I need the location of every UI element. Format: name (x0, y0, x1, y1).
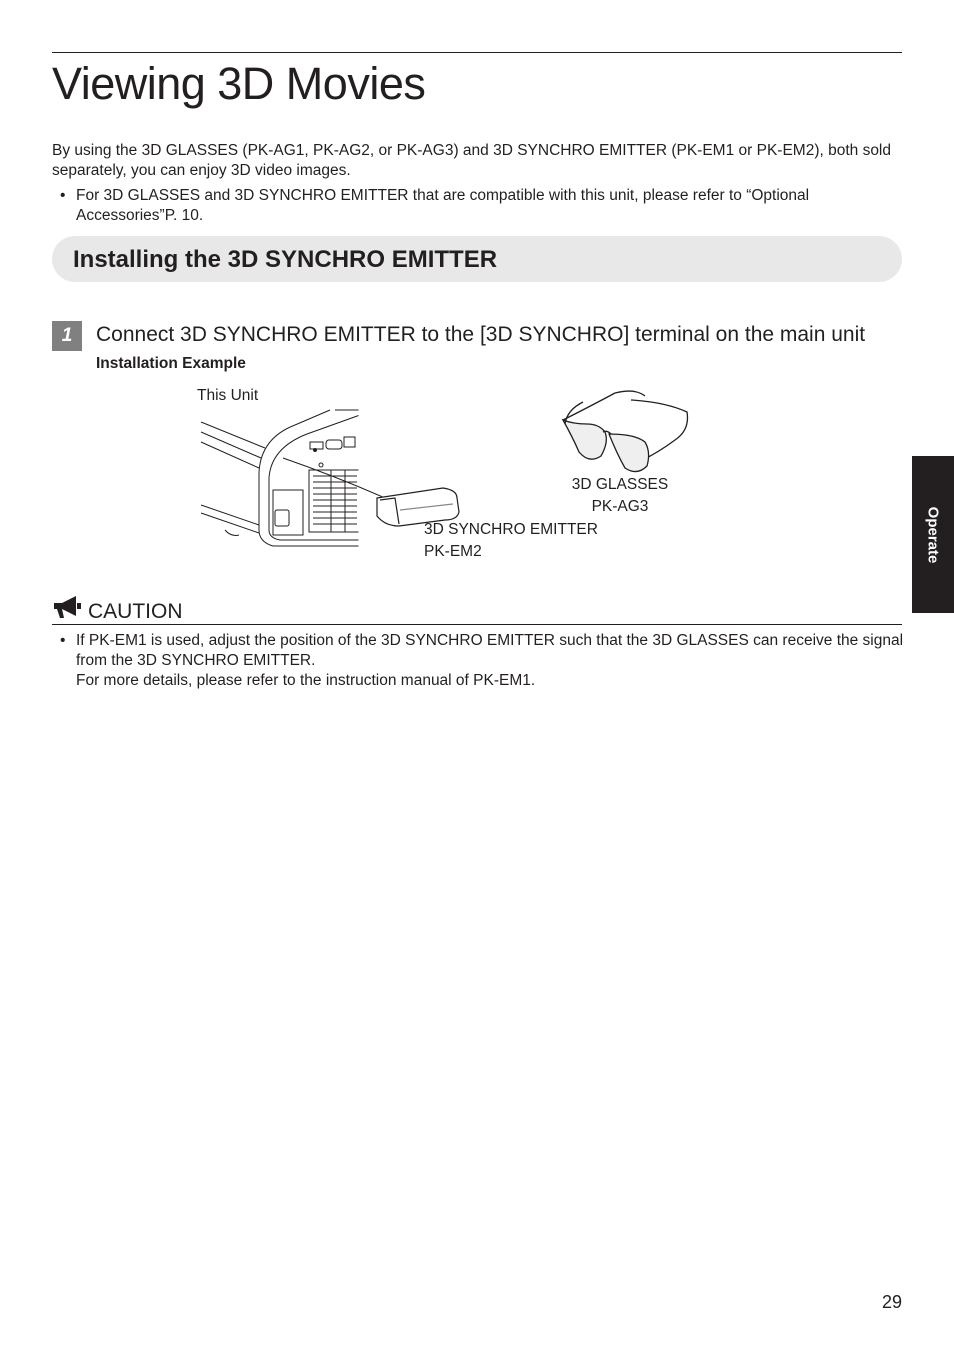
caution-label: CAUTION (88, 600, 183, 623)
note-bullet (60, 186, 904, 226)
synchro-cable (283, 458, 385, 498)
unit-label: This Unit (197, 387, 259, 404)
glasses-name: 3D GLASSES (571, 476, 669, 493)
emitter-label (424, 519, 598, 563)
top-rule (52, 52, 902, 53)
bullet-dot: • (60, 632, 66, 649)
glasses-model: PK-AG3 (591, 498, 649, 515)
glasses-label (558, 474, 682, 518)
caution-line-2: For more details, please refer to the instruction manual of PK-EM1. (76, 672, 536, 689)
page-number: 29 (881, 1292, 902, 1312)
section-title: Installing the 3D SYNCHRO EMITTER (73, 246, 498, 273)
page-title: Viewing 3D Movies (52, 58, 426, 109)
step-text: Connect 3D SYNCHRO EMITTER to the [3D SYNCHRO] terminal on the main unit (96, 323, 866, 346)
caution-line-1: If PK-EM1 is used, adjust the position of the 3D SYNCHRO EMITTER such that the 3D GLASSES can receive the signal from the 3D SYNCHRO EMITTER. (76, 632, 904, 669)
emitter-name: 3D SYNCHRO EMITTER (424, 521, 598, 538)
intro-paragraph: By using the 3D GLASSES (PK-AG1, PK-AG2, or PK-AG3) and 3D SYNCHRO EMITTER (PK-EM1 or PK-EM2), both sold separately, you can enjoy 3D video images. (52, 142, 891, 179)
caution-megaphone-icon (52, 594, 82, 620)
emitter-model: PK-EM2 (424, 543, 482, 560)
3d-glasses-icon (563, 391, 688, 471)
section-header (52, 236, 902, 282)
side-tab (912, 456, 954, 613)
side-tab-label: Operate (924, 506, 942, 563)
caution-text (76, 631, 904, 691)
note-bullet-text: For 3D GLASSES and 3D SYNCHRO EMITTER that are compatible with this unit, please refer to “Optional Accessories”P. 10. (76, 187, 810, 224)
installation-example-label: Installation Example (96, 355, 246, 372)
step-number: 1 (52, 321, 82, 351)
caution-bullet (60, 631, 904, 691)
bullet-dot: • (60, 187, 66, 204)
caution-rule (52, 624, 902, 625)
